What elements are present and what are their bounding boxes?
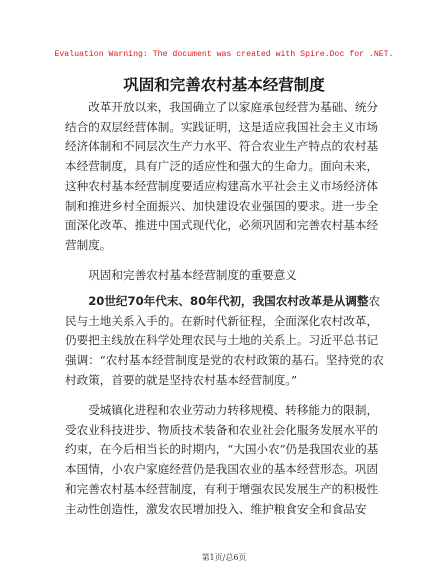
paragraph-rest: 农民与土地关系入手的。在新时代新征程，全面深化农村改革，仍要把主线放在科学处理农民与土地的关系上。习近平总书记强调：“农村基本经营制度是党的农村政策的基石。坚持党的农村政策，首要的就是坚持农村基本经营制度。” <box>65 294 384 387</box>
page-footer: 第1页/总6页 <box>201 553 247 562</box>
section-heading-text: 巩固和完善农村基本经营制度的重要意义 <box>88 268 297 282</box>
paragraph-intro <box>65 98 385 256</box>
section-heading <box>65 266 385 286</box>
document-title: 巩固和完善农村基本经营制度 <box>123 76 325 94</box>
paragraph-significance <box>65 401 385 519</box>
evaluation-warning: Evaluation Warning: The document was created with Spire.Doc for .NET. <box>54 50 394 59</box>
paragraph-text: 受城镇化进程和农业劳动力转移规模、转移能力的限制，受农业科技进步、物质技术装备和农业社会化服务发展水平的约束，在今后相当长的时期内，“大国小农”仍是我国农业的基本国情，小农户家庭经营仍是我国农业的基本经营形态。巩固和完善农村基本经营制度，有利于增强农民发展生产的积极性主动性创造性，激发农民增加投入、维护粮食安全和食品安 <box>65 403 379 516</box>
paragraph-text: 改革开放以来，我国确立了以家庭承包经营为基础、统分结合的双层经营体制。实践证明，这是适应我国社会主义市场经济体制和不同层次生产力水平、符合农业生产特点的农村基本经营制度，具有广泛的适应性和强大的生命力。面向未来，这种农村基本经营制度要适应构建高水平社会主义市场经济体制和推进乡村全面振兴、加快建设农业强国的要求。进一步全面深化改革、推进中国式现代化，必须巩固和完善农村基本经营制度。 <box>65 100 379 252</box>
paragraph-history <box>65 292 385 391</box>
paragraph-text <box>65 292 385 391</box>
paragraph-lead: 20世纪70年代末、80年代初，我国农村改革是从调整 <box>88 294 369 308</box>
